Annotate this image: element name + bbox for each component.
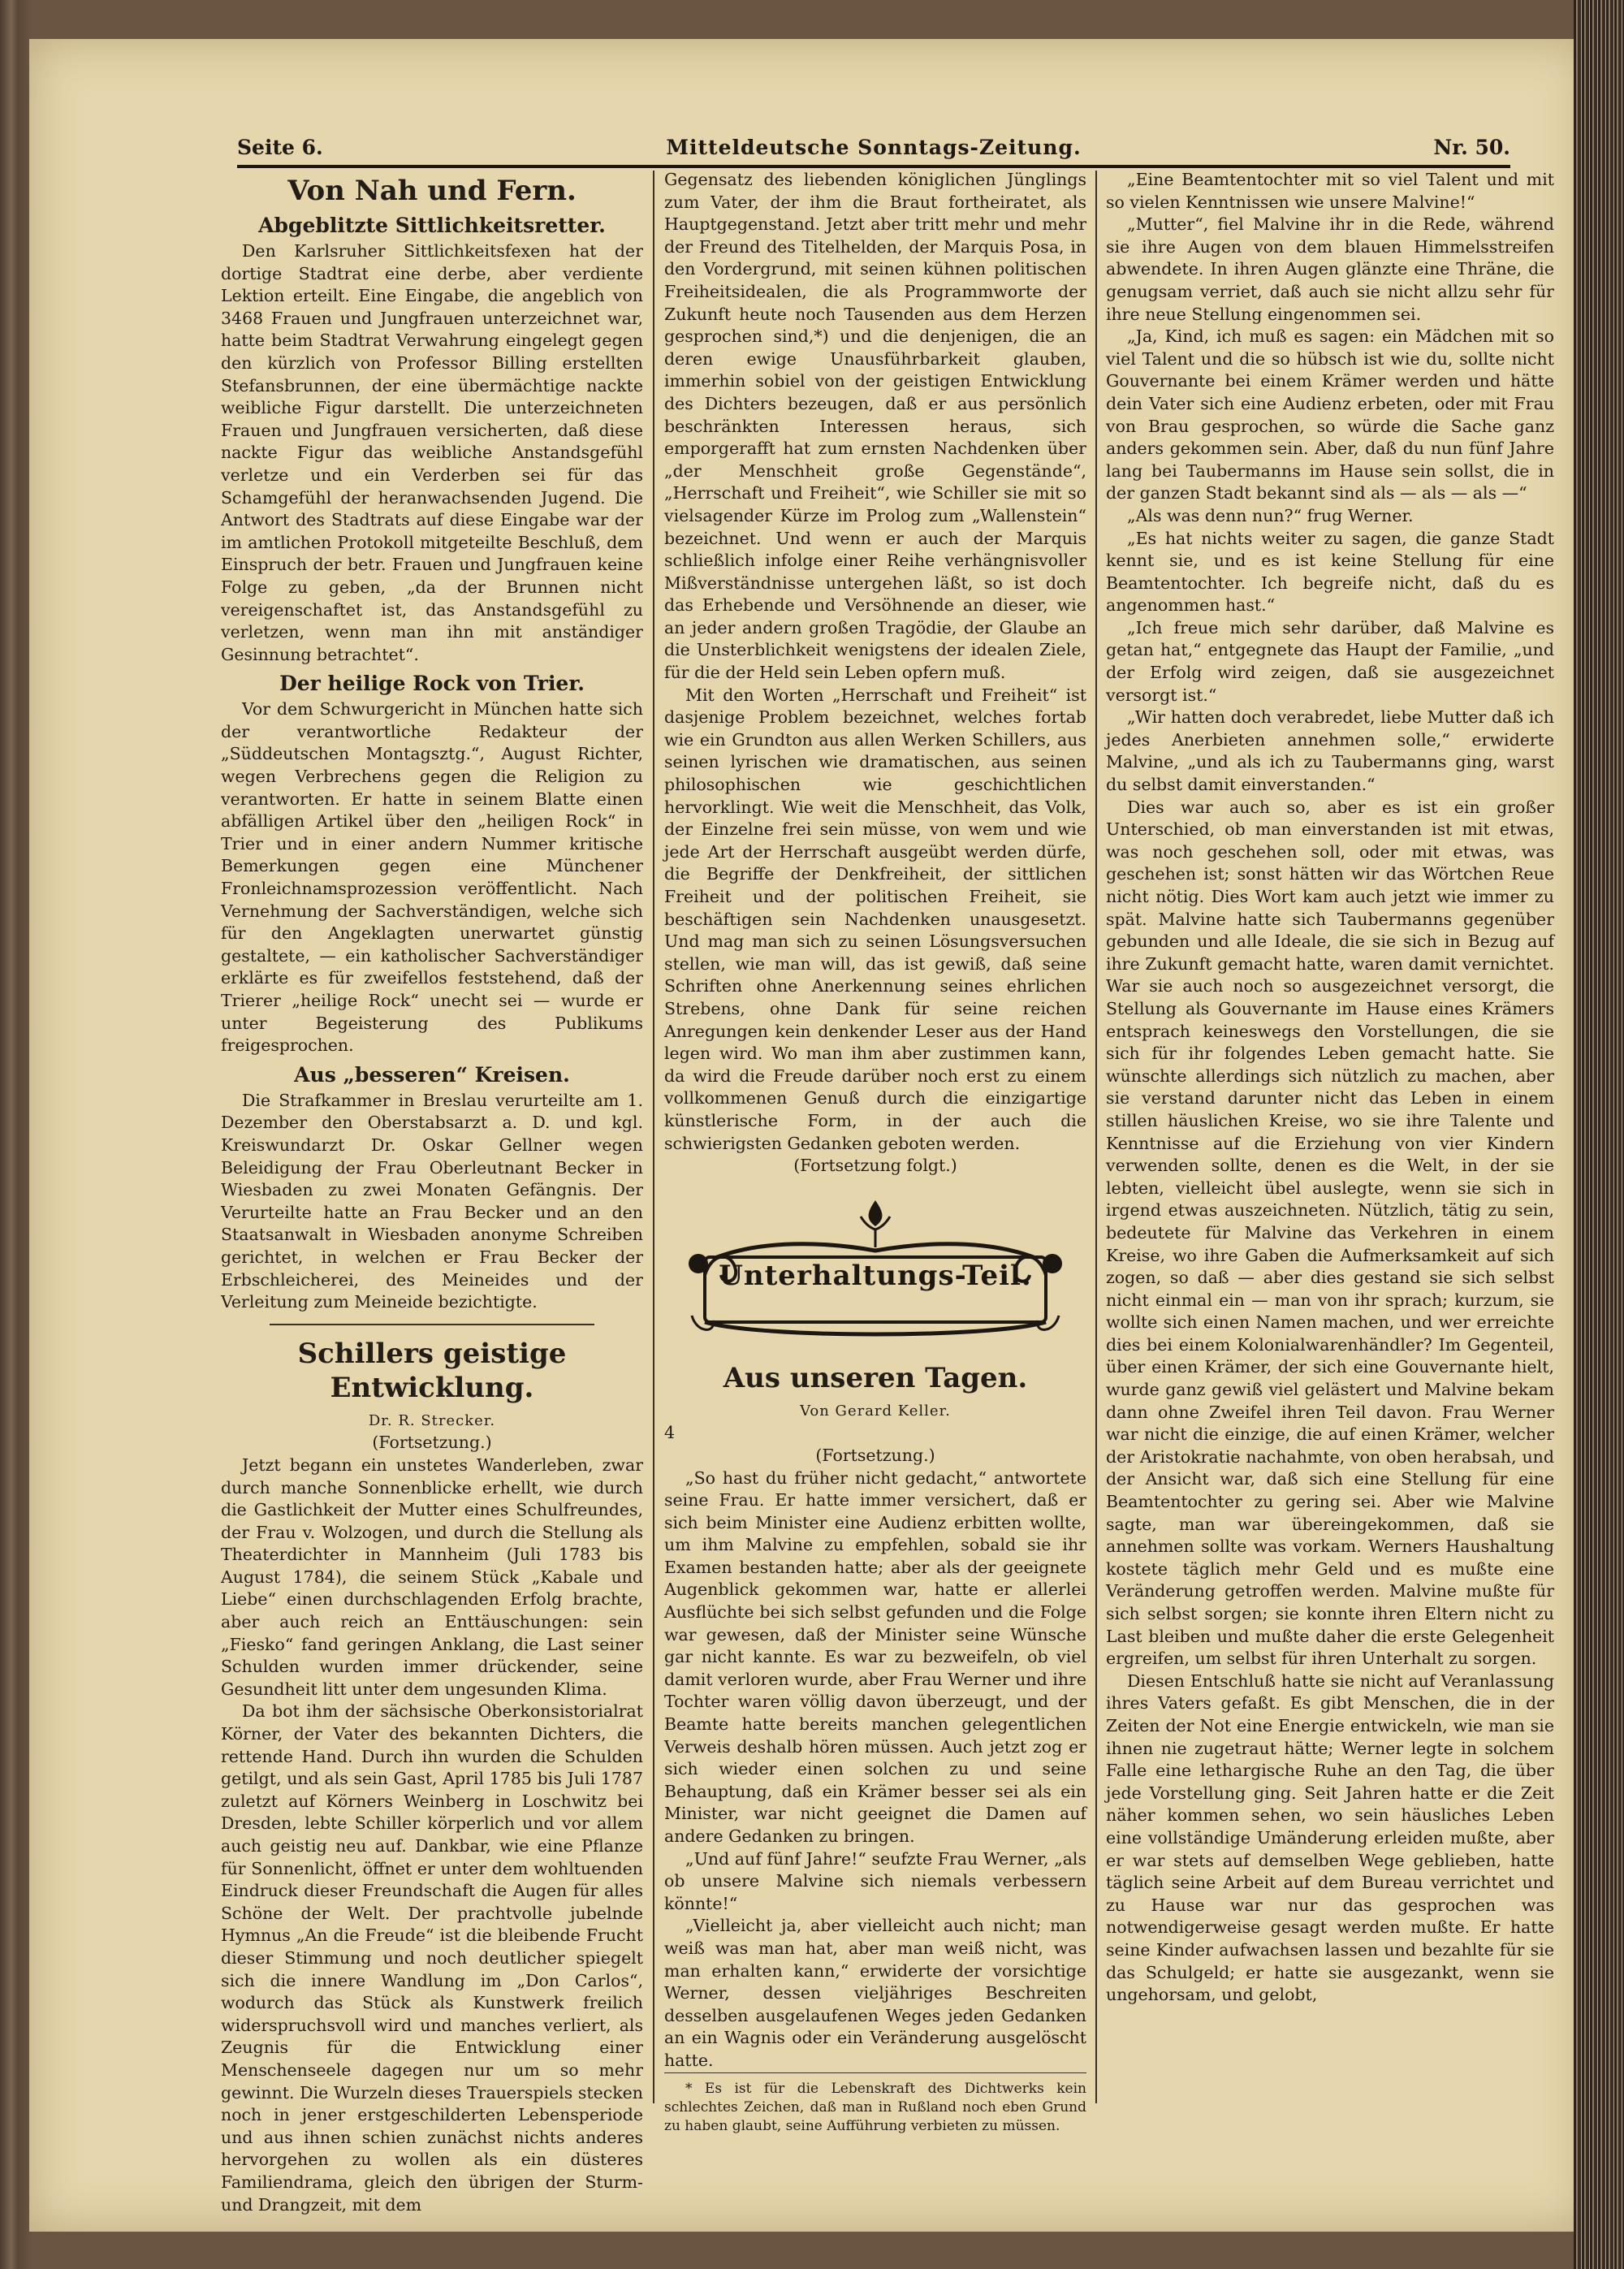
column-rule-2 [1095, 171, 1097, 2103]
story-paragraph-8: „Es hat nichts weiter zu sagen, die ganze Stadt kennt sie, und es ist keine Stellung für eine Beamtentochter. Ich begreife nicht, daß du es angenommen hast.“ [1106, 528, 1554, 616]
story-paragraph-4: „Eine Beamtentochter mit so viel Talent und mit so vielen Kenntnissen wie unsere Malvine!“ [1106, 170, 1554, 212]
story-title: Aus unseren Tagen. [723, 1361, 1028, 1394]
story-paragraph-1: „So hast du früher nicht gedacht,“ antwortete seine Frau. Er hatte immer versichert, daß er sich beim Minister eine Audienz erbitten wollte, um ihm Malvine zu empfehlen, sobald sie ihr Examen bestanden hatte; aber als der geeignete Augenblick gekommen war, hatte er allerlei Ausflüchte bei sich selbst gefunden und die Folge war gewesen, daß der Minister seine Wünsche gar nicht kannte. Es war zu bezweifeln, ob viel damit verloren wurde, aber Frau Werner und ihre Tochter waren völlig davon überzeugt, und der Beamte hatte bereits manchen gelegentlichen Verweis deshalb hören müssen. Auch jetzt zog er sich wieder einen solchen zu und seine Behauptung, daß ein Krämer besser sei als ein Minister, war nicht geeignet die Damen auf andere Gedanken zu bringen. [664, 1467, 1086, 1846]
story-continuation: (Fortsetzung.) [815, 1445, 935, 1465]
article-author-schiller: Dr. R. Strecker. [368, 1411, 496, 1429]
story-author: Von Gerard Keller. [800, 1402, 951, 1420]
story-paragraph-12: Diesen Entschluß hatte sie nicht auf Veranlassung ihres Vaters gefaßt. Es gibt Menschen, die in der Zeiten der Not eine Energie entwickeln, wie man sie ihnen nie zugetraut hätte; Werner legte in solchem Falle eine lethargische Ruhe an den Tag, die über jede Vorstellung ging. Seit Jahren hatte er die Zeit näher kommen sehen, wo sein häusliches Leben eine vollständige Umänderung erleiden mußte, aber er war stets auf demselben Wege geblieben, hatte täglich seine Arbeit auf dem Bureau verrichtet und zu Hause war nur das gesprochen was notwendigerweise gesagt werden mußte. Er hatte seine Kinder aufwachsen lassen und bezahlte für sie das Schulgeld; er hatte sie ausgezankt, wenn sie ungehorsam, und gelobt, [1106, 1670, 1554, 2005]
banner-title: Unterhaltungs-Teil. [719, 1259, 1032, 1292]
footnote: * Es ist für die Lebenskraft des Dichtwerks kein schlechtes Zeichen, daß man in Rußland noch eben Grund zu haben glaubt, seine Aufführung verbieten zu müssen. [664, 2072, 1086, 2136]
continuation-note: (Fortsetzung.) [372, 1433, 492, 1453]
story-paragraph-3: „Vielleicht ja, aber vielleicht auch nicht; man weiß was man hat, aber man weiß nicht, was man erhalten kann,“ erwiderte der vorsichtige Werner, dessen vieljähriges Beschreiten desselben ausgelaufenen Weges jeden Gedanken an ein Wagnis oder ein Veränderung ausgelöscht hatte. [664, 1916, 1086, 2070]
story-paragraph-7: „Als was denn nun?“ frug Werner. [1127, 505, 1414, 525]
article-title-sittlichkeitsretter: Abgeblitzte Sittlichkeitsretter. [258, 214, 606, 237]
column-2 [664, 169, 1086, 2134]
article-separator [270, 1324, 594, 1325]
page-number: Seite 6. [237, 136, 323, 159]
schiller-paragraph-1: Jetzt begann ein unstetes Wanderleben, zwar durch manche Sonnenblicke erhellt, wie durch die Gastlichkeit der Mutter eines Schulfreundes, der Frau v. Wolzogen, und durch die Stellung als Theaterdichter in Mannheim (Juli 1783 bis August 1784), die seinem Stück „Kabale und Liebe“ einen durchschlagenden Erfolg brachte, aber auch reich an Enttäuschungen: sein „Fiesko“ fand geringen Anklang, die Last seiner Schulden wurden immer drückender, seine Gesundheit litt unter dem ungesunden Klima. [221, 1454, 643, 1699]
article-text-besseren-kreisen: Die Strafkammer in Breslau verurteilte am 1. Dezember den Oberstabsarzt a. D. und kgl. Kreiswundarzt Dr. Oskar Gellner wegen Beleidigung der Frau Oberleutnant Becker in Wiesbaden zu zwei Monaten Gefängnis. Der Verurteilte hatte an Frau Becker und an den Staatsanwalt in Wiesbaden anonyme Schreiben gerichtet, in welchen er Frau Becker der Erbschleicherei, des Meineides und der Verleitung zum Meineide bezichtigte. [221, 1090, 643, 1312]
story-paragraph-11: Dies war auch so, aber es ist ein großer Unterschied, ob man einverstanden ist mit etwas, was noch geschehen soll, oder mit etwas, was geschehen ist; sonst hätten wir das Wörtchen Reue nicht nötig. Dies Wort kam auch jetzt wie immer zu spät. Malvine hatte sich Taubermanns gegenüber gebunden und alle Ideale, die sie sich in Bezug auf ihre Zukunft gemacht hatte, waren damit vernichtet. War sie auch noch so ausgezeichnet versorgt, die Stellung als Gouvernante im Hause eines Krämers entsprach keineswegs den Vorstellungen, die sie sich für ihr folgendes Leben gemacht hatte. Sie wünschte allerdings sich nützlich zu machen, aber sie verstand darunter nicht das Leben in einem stillen häuslichen Kreise, wo sie ihre Talente und Kenntnisse auf die Erziehung von vier Kindern verwenden sollte, denen es die Welt, in der sie lebten, vielleicht übel auslegte, wenn sie sich in irgend etwas auszeichneten. Nützlich, tätig zu sein, bedeutete für Malvine das Verkehren in einem Kreise, wo ihre Gaben die Aufmerksamkeit auf sich zogen, so daß — aber dies gestand sie sich selbst nicht einmal ein — man von ihr sprach; kurzum, sie wollte sich einen Namen machen, und wer erreichte dies bei einem Kolonialwarenhändler? Im Gegenteil, über einen Krämer, der sich eine Gouvernante hielt, wurde ganz gewiß viel gelästert und Malvine bekam dann ohne Zweifel ihren Teil davon. Frau Werner war nicht die einzige, die auf einen Krämer, welcher der Aristokratie nachahmte, von oben herabsah, und der Ansicht war, daß sich eine Stellung für eine Beamtentochter zu gering sei. Aber wie Malvine sagte, man war übereingekommen, daß sie annehmen sollte was vorkam. Werners Haushaltung kostete täglich mehr Geld und es mußte eine Veränderung getroffen werden. Malvine mußte für sich selbst sorgen; sie konnte ihren Eltern nicht zu Last bleiben und mußte daher die erste Gelegenheit ergreifen, um selbst für ihren Unterhalt zu sorgen. [1106, 797, 1554, 1669]
column-rule-1 [653, 171, 654, 2103]
column-3 [1106, 169, 1554, 2134]
newspaper-name: Mitteldeutsche Sonntags-Zeitung. [666, 136, 1082, 159]
story-part-number: 4 [664, 1423, 676, 1443]
schiller-paragraph-4: Mit den Worten „Herrschaft und Freiheit“ ist dasjenige Problem bezeichnet, welches fortab wie ein Grundton aus allen Werken Schillers, aus seinen lyrischen wie dramatischen, aus seinen philosophischen wie geschichtlichen hervorklingt. Wie weit die Menschheit, das Volk, der Einzelne frei sein müsse, von wem und wie jede Art der Herrschaft ausgeübt werden dürfe, die Begriffe der Denkfreiheit, der sittlichen Freiheit und der politischen Freiheit, sie beschäftigen sein Nachdenken unausgesetzt. Und mag man sich zu seinen Lösungsversuchen stellen, wie man will, das ist gewiß, daß seine Schriften ohne Anerkennung seines ehrlichen Strebens, ohne Dank für seine reichen Anregungen kein denkender Leser aus der Hand legen wird. Wo man ihm aber zustimmen kann, da wird die Freude darüber noch erst zu einem vollkommenen Genuß durch die einzigartige künstlerische Form, in der auch die schwierigsten Gedanken geboten werden. [664, 685, 1086, 1153]
schiller-paragraph-2: Da bot ihm der sächsische Oberkonsistorialrat Körner, der Vater des bekannten Dichters, die rettende Hand. Durch ihn wurden die Schulden getilgt, und als sein Gast, April 1785 bis Juli 1787 zuletzt auf Körners Weinberg in Loschwitz bei Dresden, lebte Schiller körperlich und vor allem auch geistig neu auf. Dankbar, wie eine Pflanze für Sonnenlicht, öffnet er unter dem wohltuenden Eindruck dieser Freundschaft die Augen für alles Schöne der Welt. Der prachtvolle jubelnde Hymnus „An die Freude“ ist die bleibende Frucht dieser Stimmung und noch deutlicher spiegelt sich die innere Wandlung im „Don Carlos“, wodurch das Stück als Kunstwerk freilich widerspruchsvoll wird und manches verliert, als Zeugnis für die Entwicklung einer Menschenseele dagegen nur um so mehr gewinnt. Die Wurzeln dieses Trauerspiels stecken noch in jener erstgeschilderten Lebensperiode und aus ihnen schien zunächst nichts anderes hervorgehen zu wollen als ein düsteres Familiendrama, gleich den übrigen der Sturm- und Drangzeit, mit dem [221, 1701, 643, 2215]
article-text-sittlichkeitsretter: Den Karlsruher Sittlichkeitsfexen hat der dortige Stadtrat eine derbe, aber verdiente Lektion erteilt. Eine Eingabe, die angeblich von 3468 Frauen und Jungfrauen unterzeichnet war, hatte beim Stadtrat Verwahrung eingelegt gegen den kürzlich von Professor Billing erstellten Stefansbrunnen, der eine übermächtige nackte weibliche Figur darstellt. Die unterzeichneten Frauen und Jungfrauen versicherten, daß diese nackte Figur das weibliche Anstandsgefühl verletze und ein Verderben sei für das Schamgefühl der heranwachsenden Jugend. Die Antwort des Stadtrats auf diese Eingabe war der im amtlichen Protokoll mitgeteilte Beschluß, dem Einspruch der betr. Frauen und Jungfrauen keine Folge zu geben, „da der Brunnen nicht vereigenschaftet ist, das Anstandsgefühl zu verletzen, wenn man ihn mit anständiger Gesinnung betrachtet“. [221, 241, 643, 664]
story-paragraph-2: „Und auf fünf Jahre!“ seufzte Frau Werner, „als ob unsere Malvine sich niemals verbessern könnte!“ [664, 1848, 1086, 1913]
entertainment-banner [680, 1194, 1070, 1348]
page-header [237, 127, 1510, 168]
article-title-besseren-kreisen: Aus „besseren“ Kreisen. [294, 1062, 570, 1087]
issue-number: Nr. 50. [1433, 136, 1510, 159]
schiller-paragraph-3: Gegensatz des liebenden königlichen Jünglings zum Vater, der ihm die Braut fortheiratet, als Hauptgegenstand. Jetzt aber tritt mehr und mehr der Freund des Titelhelden, der Marquis Posa, in den Vordergrund, mit seinen kühnen politischen Freiheitsidealen, die als Programmworte der Zukunft heute noch Tausenden aus dem Herzen gesprochen sind,*) und die denjenigen, die an deren ewige Unausführbarkeit glauben, immerhin sobiel von der geistigen Entwicklung des Dichters bezeugen, daß er aus persönlich beschränkten Interessen heraus, sich emporgerafft hat zum ernsten Nachdenken über „der Menschheit große Gegenstände“, „Herrschaft und Freiheit“, wie Schiller sie mit so vielsagender Kürze im Prolog zum „Wallenstein“ bezeichnet. Und wenn er auch der Marquis schließlich infolge einer Reihe verhängnisvoller Mißverständnisse untergehen läßt, so ist doch das Erhebende und Versöhnende an dieser, wie an jeder andern großen Tragödie, der Glaube an die Unsterblichkeit wenigstens der idealen Ziele, für die der Held sein Leben opfern muß. [664, 170, 1086, 683]
section-title: Von Nah und Fern. [287, 175, 577, 207]
book-spine [1574, 0, 1624, 2269]
article-text-heilige-rock: Vor dem Schwurgericht in München hatte sich der verantwortliche Redakteur der „Süddeutschen Montagsztg.“, August Richter, wegen Verbrechens gegen die Religion zu verantworten. Er hatte in seinem Blatte einen abfälligen Artikel über den „heiligen Rock“ in Trier und in einer andern Nummer kritische Bemerkungen gegen eine Münchener Fronleichnamsprozession veröffentlicht. Nach Vernehmung der Sachverständigen, welche sich für den Angeklagten unerwartet günstig gestaltete, — ein katholischer Sachverständiger erklärte es für zweifellos feststehend, daß der Trierer „heilige Rock“ unecht sei — wurde er unter Begeisterung des Publikums freigesprochen. [221, 699, 643, 1056]
story-paragraph-6: „Ja, Kind, ich muß es sagen: ein Mädchen mit so viel Talent und die so hübsch ist wie du, sollte nicht Gouvernante bei einem Krämer werden und hätte dein Vater sich eine Audienz erbeten, oder mit Frau von Brau gesprochen, so würde die Sache ganz anders gekommen sein. Aber, daß du nun fünf Jahre lang bei Taubermanns im Hause sein sollst, die in der ganzen Stadt bekannt sind als — als — als —“ [1106, 326, 1554, 504]
story-paragraph-9: „Ich freue mich sehr darüber, daß Malvine es getan hat,“ entgegnete das Haupt der Familie, „und der Erfolg wird zeigen, daß sie ausgezeichnet versorgt ist.“ [1106, 617, 1554, 705]
story-paragraph-5: „Mutter“, fiel Malvine ihr in die Rede, während sie ihre Augen von dem blauen Himmelsstreifen abwendete. In ihren Augen glänzte eine Thräne, die genugsam verriet, daß auch sie nicht allzu sehr für ihre neue Stellung eingenommen sei. [1106, 214, 1554, 324]
article-title-heilige-rock: Der heilige Rock von Trier. [279, 672, 585, 696]
article-title-schiller: Schillers geistige Entwicklung. [297, 1337, 567, 1404]
continued-note: (Fortsetzung folgt.) [793, 1156, 957, 1176]
story-paragraph-10: „Wir hatten doch verabredet, liebe Mutter daß ich jedes Anerbieten annehmen solle,“ erwiderte Malvine, „und als ich zu Taubermanns ging, warst du selbst damit einverstanden.“ [1106, 707, 1554, 795]
column-1 [221, 169, 643, 2215]
